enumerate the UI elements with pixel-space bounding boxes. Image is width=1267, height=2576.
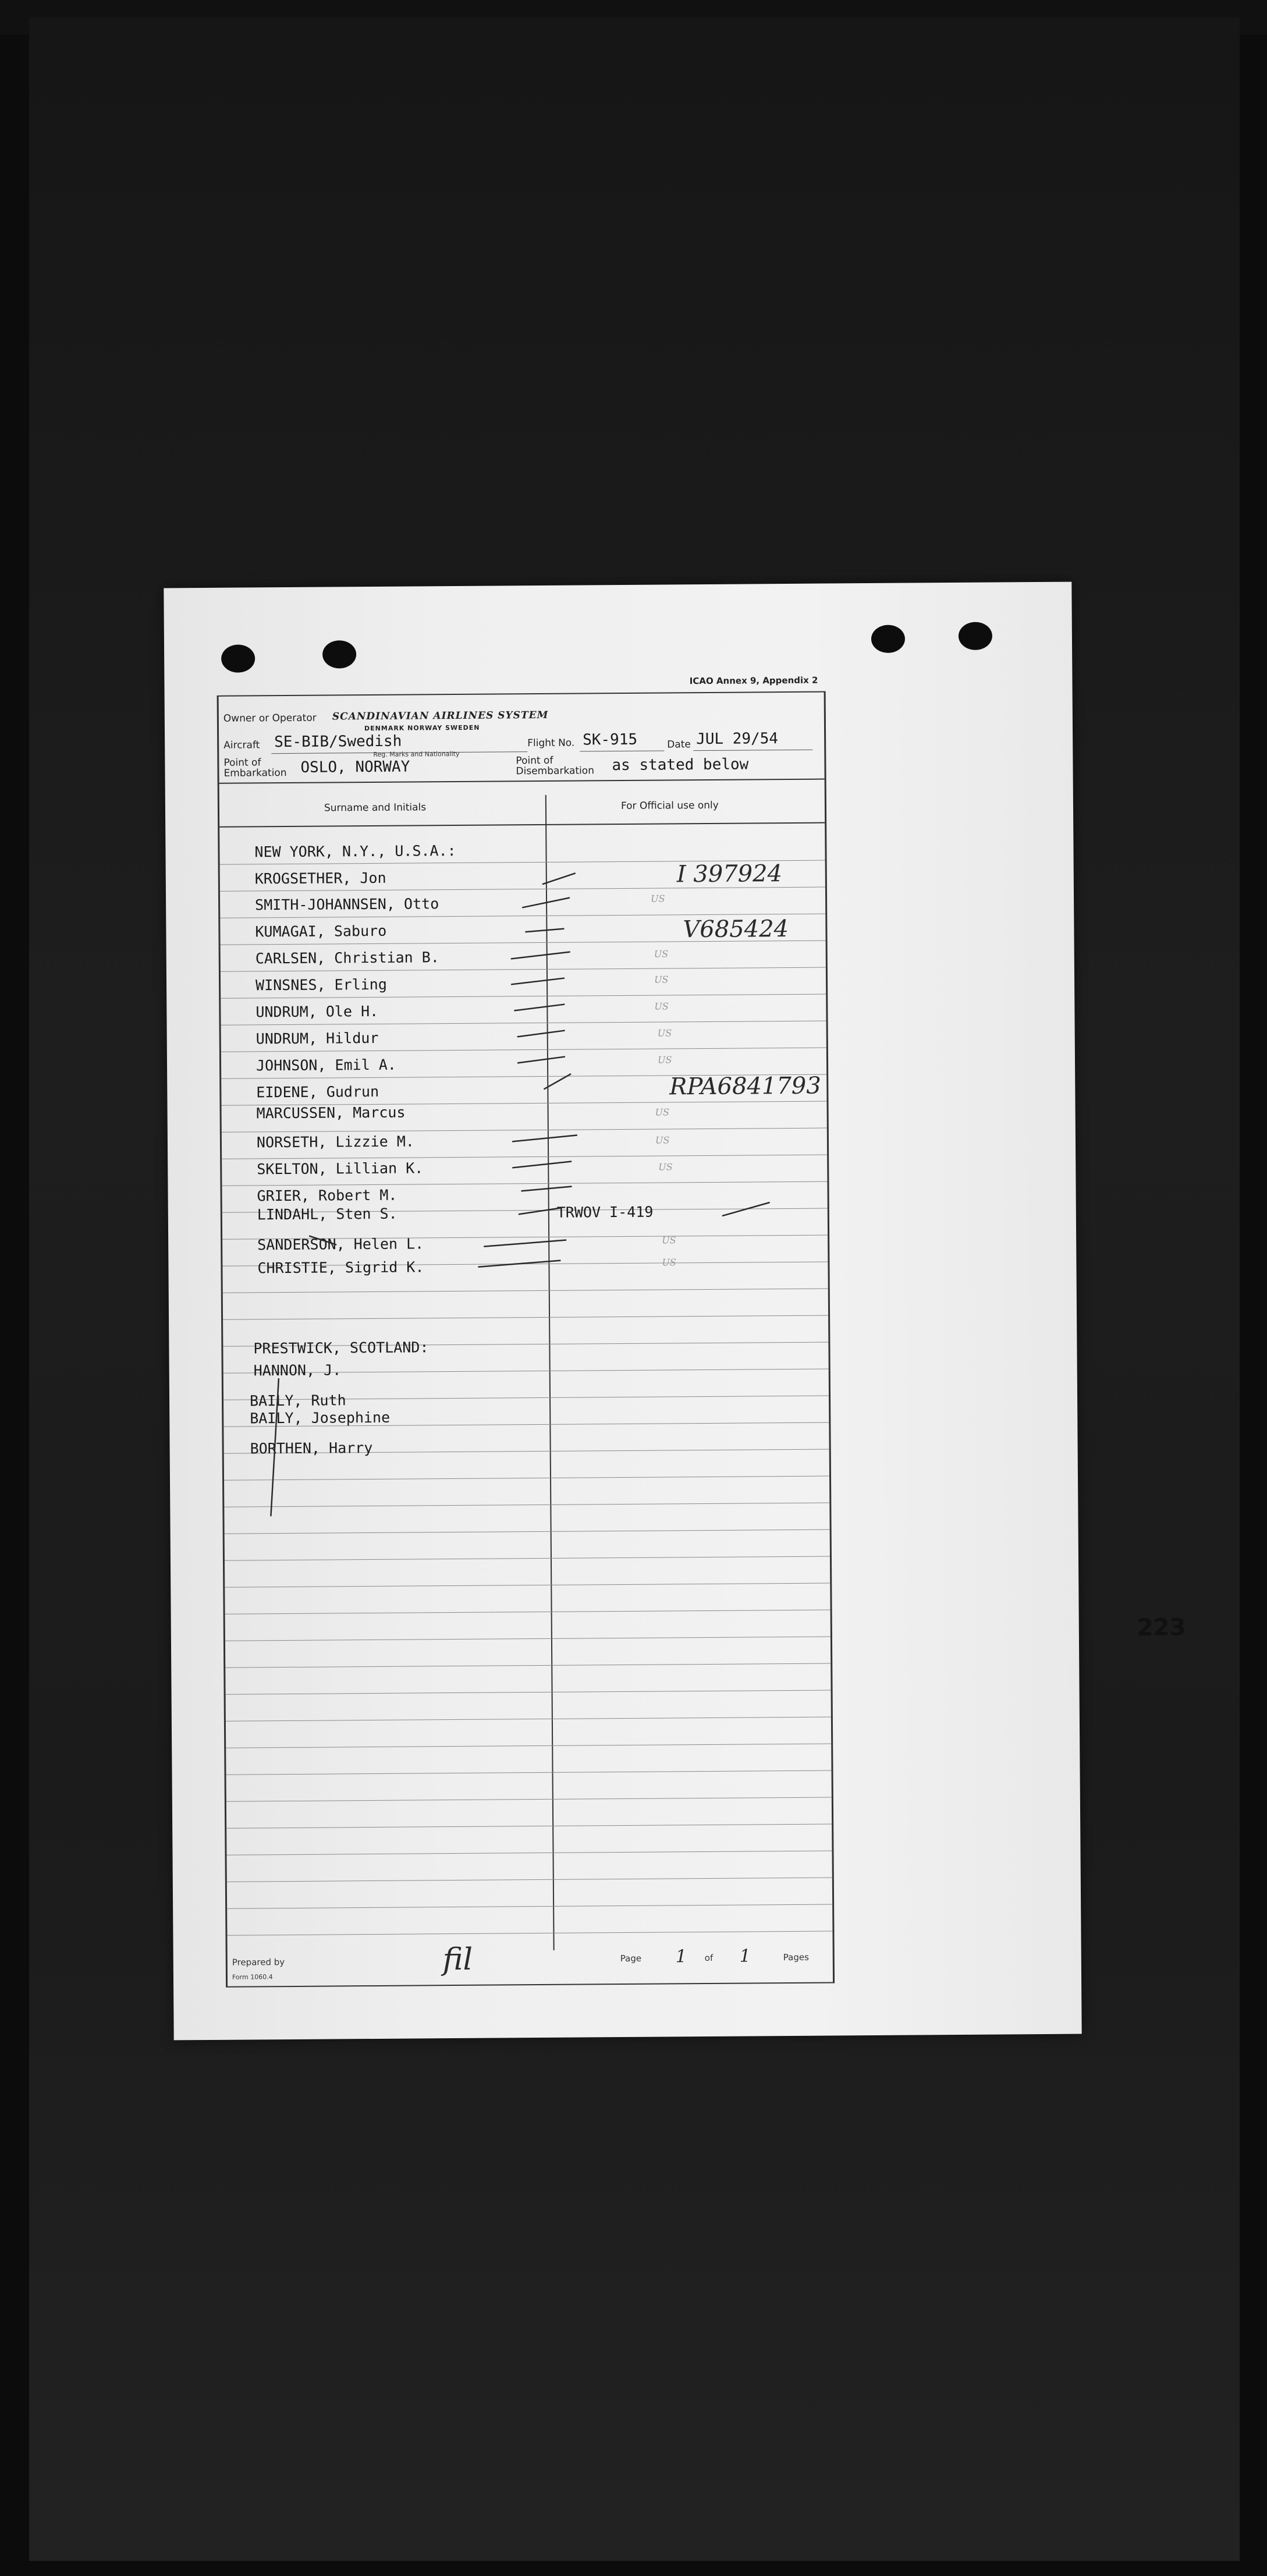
official-stamp-us: US bbox=[662, 1257, 676, 1268]
disembarkation-value: as stated below bbox=[612, 755, 749, 775]
punch-hole-3 bbox=[871, 625, 905, 653]
disembarkation-label-1: Point of bbox=[516, 754, 553, 767]
embarkation-label-2: Embarkation bbox=[223, 767, 287, 779]
passenger-row: MARCUSSEN, Marcus bbox=[256, 1104, 406, 1122]
disembarkation-label-2: Disembarkation bbox=[516, 765, 595, 778]
aircraft-label: Aircraft bbox=[223, 739, 260, 751]
flight-value: SK-915 bbox=[583, 730, 638, 749]
page-label: Page bbox=[620, 1953, 642, 1964]
official-column-header: For Official use only bbox=[620, 799, 719, 812]
pax-group-heading: PRESTWICK, SCOTLAND: bbox=[253, 1339, 429, 1357]
passenger-row: EIDENE, Gudrun bbox=[256, 1083, 379, 1101]
embarkation-label-1: Point of bbox=[223, 757, 261, 769]
handwritten-check-marks bbox=[219, 691, 833, 1988]
owner-countries: DENMARK NORWAY SWEDEN bbox=[364, 723, 480, 733]
passenger-row: WINSNES, Erling bbox=[255, 975, 387, 994]
passenger-row: KROGSETHER, Jon bbox=[254, 869, 386, 888]
passenger-row: GRIER, Robert M. bbox=[257, 1186, 398, 1205]
manifest-sheet bbox=[164, 582, 1186, 2041]
passenger-row: BAILY, Ruth bbox=[249, 1392, 346, 1410]
passenger-row: HANNON, J. bbox=[253, 1361, 342, 1379]
passenger-row: SANDERSON, Helen L. bbox=[257, 1235, 424, 1254]
page-value: 1 bbox=[675, 1946, 687, 1967]
surname-column-header: Surname and Initials bbox=[324, 801, 427, 814]
passenger-row: BORTHEN, Harry bbox=[250, 1439, 373, 1457]
sheet-number: 223 bbox=[1137, 1614, 1186, 1641]
date-label: Date bbox=[667, 739, 691, 751]
passenger-row: UNDRUM, Ole H. bbox=[255, 1002, 379, 1021]
embarkation-value: OSLO, NORWAY bbox=[300, 758, 410, 776]
passenger-row: LINDAHL, Sten S. bbox=[257, 1205, 398, 1223]
passenger-row: BAILY, Josephine bbox=[250, 1408, 391, 1427]
pax-group-heading: NEW YORK, N.Y., U.S.A.: bbox=[254, 842, 456, 861]
of-label: of bbox=[704, 1952, 714, 1964]
official-note-typed: TRWOV I-419 bbox=[556, 1203, 654, 1221]
official-stamp-us: US bbox=[662, 1234, 676, 1246]
flight-label: Flight No. bbox=[527, 737, 575, 750]
prepared-by-label: Prepared by bbox=[232, 1957, 285, 1968]
passenger-row: NORSETH, Lizzie M. bbox=[256, 1133, 414, 1151]
aircraft-sublabel: Reg. Marks and Nationality bbox=[373, 750, 460, 758]
passenger-row: SKELTON, Lillian K. bbox=[257, 1159, 424, 1178]
date-value: JUL 29/54 bbox=[696, 730, 779, 748]
owner-value: SCANDINAVIAN AIRLINES SYSTEM bbox=[332, 709, 549, 723]
official-stamp-us: US bbox=[654, 1000, 669, 1012]
owner-label: Owner or Operator bbox=[223, 712, 317, 725]
passenger-row: KUMAGAI, Saburo bbox=[255, 922, 387, 941]
official-note-passport-3: RPA6841793 bbox=[669, 1072, 821, 1101]
official-stamp-us: US bbox=[654, 974, 669, 985]
official-stamp-us: US bbox=[654, 948, 669, 960]
official-stamp-us: US bbox=[658, 1161, 673, 1173]
passenger-row: UNDRUM, Hildur bbox=[255, 1029, 379, 1048]
official-note-passport-1: I 397924 bbox=[676, 860, 783, 888]
official-stamp-us: US bbox=[657, 1027, 672, 1039]
of-value: 1 bbox=[739, 1946, 751, 1967]
official-stamp-us: US bbox=[655, 1134, 670, 1146]
punch-hole-1 bbox=[221, 644, 255, 672]
passenger-row: JOHNSON, Emil A. bbox=[255, 1056, 396, 1074]
punch-hole-2 bbox=[322, 640, 356, 668]
passenger-row: CHRISTIE, Sigrid K. bbox=[257, 1258, 424, 1277]
preparer-initials: fil bbox=[442, 1942, 473, 1978]
annex-reference: ICAO Annex 9, Appendix 2 bbox=[689, 675, 818, 687]
passenger-manifest-form bbox=[217, 675, 835, 1988]
form-number: Form 1060.4 bbox=[232, 1973, 273, 1981]
passenger-row: SMITH-JOHANNSEN, Otto bbox=[255, 895, 439, 914]
punch-hole-4 bbox=[959, 622, 992, 650]
aircraft-value: SE-BIB/Swedish bbox=[274, 732, 402, 751]
official-stamp-us: US bbox=[655, 1106, 670, 1118]
official-stamp-us: US bbox=[657, 1054, 672, 1066]
official-note-passport-2: V685424 bbox=[683, 915, 789, 943]
passenger-row: CARLSEN, Christian B. bbox=[255, 949, 439, 967]
pages-label: Pages bbox=[783, 1951, 809, 1963]
official-stamp-us: US bbox=[650, 893, 665, 904]
